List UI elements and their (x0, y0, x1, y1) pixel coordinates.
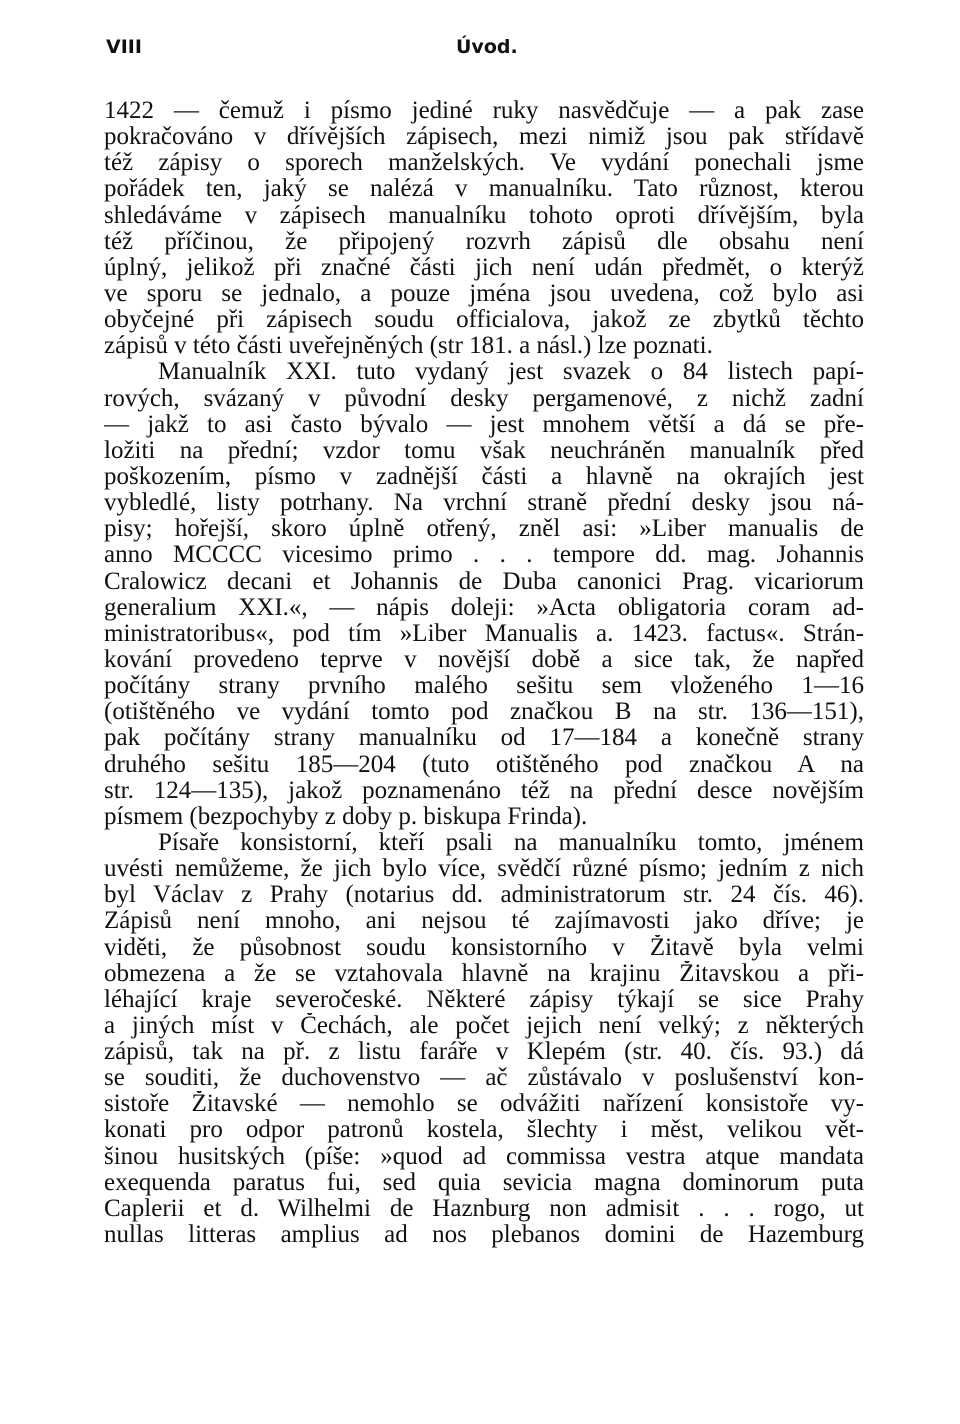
text-line: ve sporu se jednalo, a pouze jména jsou uvedena, což bylo asi (104, 280, 864, 307)
text-line: uvésti nemůžeme, že jich bylo více, svědčí různé písmo; jedním z nich (104, 856, 864, 883)
text-line: pisy; hořejší, skoro úplně otřený, zněl asi: »Liber manualis de (104, 516, 864, 543)
text-line: exequenda paratus fui, sed quia sevicia magna dominorum puta (104, 1169, 864, 1196)
text-line: obmezena a že se vztahovala hlavně na krajinu Žitavskou a při- (104, 960, 864, 987)
text-line: rových, svázaný v původní desky pergamenové, z nichž zadní (104, 385, 864, 412)
text-line: Caplerii et d. Wilhelmi de Haznburg non admisit . . . rogo, ut (104, 1195, 864, 1222)
text-line: Písaře konsistorní, kteří psali na manualníku tomto, jménem (158, 829, 864, 856)
text-line: (otištěného ve vydání tomto pod značkou B na str. 136—151), (104, 699, 864, 726)
text-line: písmem (bezpochyby z doby p. biskupa Frinda). (104, 803, 588, 830)
text-line: úplný, jelikož při značné části jich není udán předmět, o kterýž (104, 254, 864, 281)
text-line: viděti, že působnost soudu konsistorního v Žitavě byla velmi (104, 934, 864, 961)
text-line: šinou husitských (píše: »quod ad commissa vestra atque mandata (104, 1143, 864, 1170)
text-line: též příčinou, že připojený rozvrh zápisů dle obsahu není (104, 228, 864, 255)
text-line: str. 124—135), jakož poznamenáno též na přední desce novějším (104, 777, 864, 804)
text-line: Cralowicz decani et Johannis de Duba canonici Prag. vicariorum (104, 568, 864, 595)
text-line: anno MCCCC vicesimo primo . . . tempore dd. mag. Johannis (104, 542, 864, 569)
text-line: druhého sešitu 185—204 (tuto otištěného pod značkou A na (104, 751, 864, 778)
text-line: a jiných míst v Čechách, ale počet jejich není velký; z některých (104, 1012, 864, 1039)
body-text (104, 98, 864, 1248)
text-line: Manualník XXI. tuto vydaný jest svazek o 84 listech papí- (158, 359, 864, 386)
text-line: zápisů, tak na př. z listu faráře v Klepém (str. 40. čís. 93.) dá (104, 1039, 864, 1066)
text-line: ministratoribus«, pod tím »Liber Manualis a. 1423. factus«. Strán- (104, 620, 864, 647)
text-line: Zápisů není mnoho, ani nejsou té zajímavosti jako dříve; je (104, 908, 864, 935)
text-line: též zápisy o sporech manželských. Ve vydání ponechali jsme (104, 150, 864, 177)
text-line: generalium XXI.«, — nápis doleji: »Acta obligatoria coram ad- (104, 594, 864, 621)
text-line: konati pro odpor patronů kostela, šlechty i měst, velikou vět- (104, 1117, 864, 1144)
text-line: shledáváme v zápisech manualníku tohoto oproti dřívějším, byla (104, 202, 864, 229)
text-line: — jakž to asi často bývalo — jest mnohem větší a dá se pře- (104, 411, 864, 438)
text-line: poškozením, písmo v zadnější části a hlavně na okrajích jest (104, 463, 864, 490)
text-line: pořádek ten, jaký se nalézá v manualníku. Tato různost, kterou (104, 176, 864, 203)
text-line: pokračováno v dřívějších zápisech, mezi nimiž jsou pak střídavě (104, 124, 864, 151)
page-number: VIII (106, 36, 142, 58)
text-line: vybledlé, listy potrhany. Na vrchní straně přední desky jsou ná- (104, 490, 864, 517)
text-line: pak počítány strany manualníku od 17—184 a konečně strany (104, 725, 864, 752)
text-line: sistoře Žitavské — nemohlo se odvážiti nařízení konsistoře vy- (104, 1091, 864, 1118)
text-line: 1422 — čemuž i písmo jediné ruky nasvědčuje — a pak zase (104, 98, 864, 124)
text-line: léhající kraje severočeské. Některé zápisy týkají se sice Prahy (104, 986, 864, 1013)
text-line: zápisů v této části uveřejněných (str 181. a násl.) lze poznati. (104, 333, 713, 360)
text-line: počítány strany prvního malého sešitu sem vloženého 1—16 (104, 673, 864, 700)
text-line: kování provedeno teprve v novější době a sice tak, že napřed (104, 646, 864, 673)
text-line: nullas litteras amplius ad nos plebanos domini de Hazemburg (104, 1222, 864, 1249)
running-title: Úvod. (456, 36, 518, 58)
text-line: se souditi, že duchovenstvo — ač zůstávalo v poslušenství kon- (104, 1065, 864, 1092)
text-line: obyčejné při zápisech soudu officialova, jakož ze zbytků těchto (104, 307, 864, 334)
text-line: ložiti na přední; vzdor tomu však neuchráněn manualník před (104, 437, 864, 464)
text-line: byl Václav z Prahy (notarius dd. administratorum str. 24 čís. 46). (104, 882, 864, 909)
page-header (106, 36, 862, 66)
